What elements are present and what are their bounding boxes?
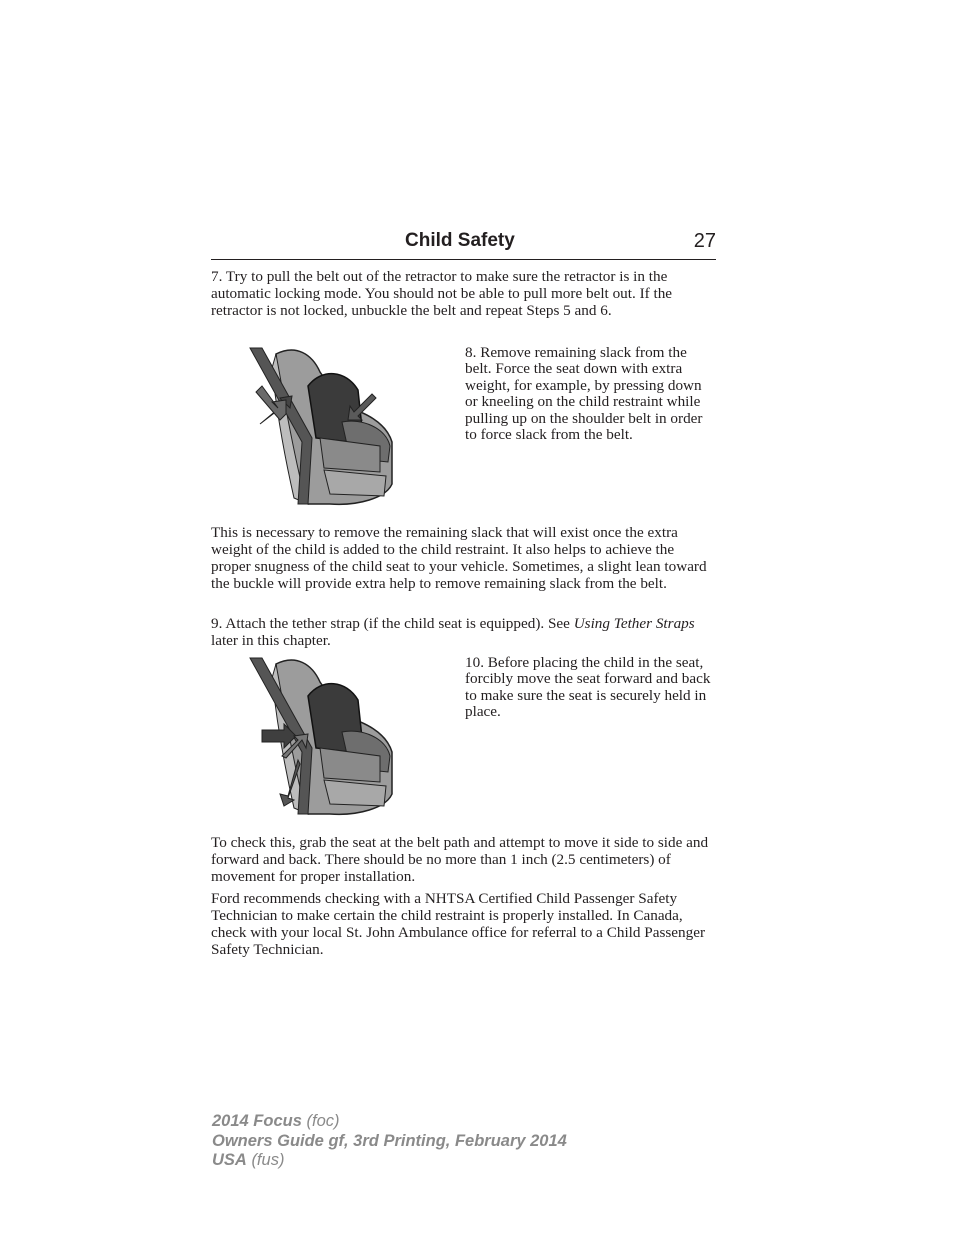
child-seat-move-forward-back-illustration	[246, 656, 394, 818]
footer-guide-line	[212, 1132, 567, 1152]
footer-guide: Owners Guide gf, 3rd Printing, February 2014	[212, 1131, 567, 1150]
footer-model: 2014 Focus	[212, 1112, 302, 1130]
step-10-text: 10. Before placing the child in the seat, forcibly move the seat forward and back to make sure the seat is securely held in place.	[465, 654, 711, 721]
step-9-tail: later in this chapter.	[211, 632, 331, 649]
check-paragraph: To check this, grab the seat at the belt path and attempt to move it side to side and forward and back. There should be no more than 1 inch (2.5 centimeters) of movement for proper installation.	[211, 834, 709, 885]
footer-region-code: (fus)	[251, 1151, 285, 1169]
step-7-text: 7. Try to pull the belt out of the retractor to make sure the retractor is in the automatic locking mode. You should not be able to pull more belt out. If the retractor is not locked, unbuckle the belt and repeat Steps 5 and 6.	[211, 268, 673, 319]
footer-region-line	[212, 1151, 567, 1171]
section-title: Child Safety	[405, 230, 515, 251]
step-9-lead: 9. Attach the tether strap (if the child seat is equipped). See	[211, 615, 574, 632]
footer-model-line	[212, 1112, 567, 1132]
tether-straps-reference: Using Tether Straps	[573, 615, 695, 632]
slack-paragraph: This is necessary to remove the remaining slack that will exist once the extra weight of the child is added to the child restraint. It also helps to achieve the proper snugness of the child seat to your vehicle. Sometimes, a slight lean toward the buckle will provide extra help to remove remaining slack from the belt.	[211, 524, 707, 592]
footer-model-code: (foc)	[306, 1112, 340, 1130]
page-number: 27	[693, 230, 716, 252]
page-footer	[212, 1112, 567, 1171]
child-seat-press-down-illustration	[246, 346, 394, 508]
step-8-text: 8. Remove remaining slack from the belt. Force the seat down with extra weight, for example, by pressing down or kneeling on the child restraint while pulling up on the shoulder belt in order to force slack from the belt.	[465, 344, 703, 444]
step-9-text	[211, 615, 717, 649]
ford-recommendation-paragraph: Ford recommends checking with a NHTSA Certified Child Passenger Safety Technician to make certain the child restraint is properly installed. In Canada, check with your local St. John Ambulance office for referral to a Child Passenger Safety Technician.	[211, 890, 706, 958]
footer-region: USA	[212, 1151, 247, 1169]
page-header	[211, 229, 716, 260]
